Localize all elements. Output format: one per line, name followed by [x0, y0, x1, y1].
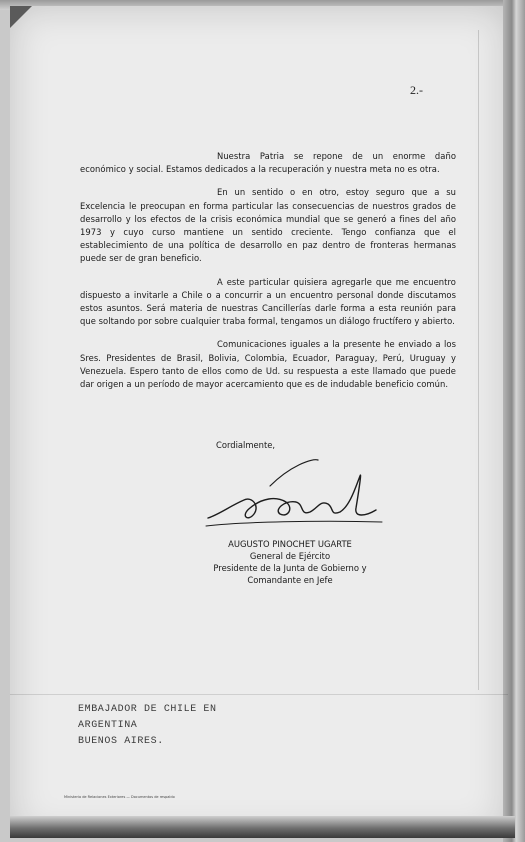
addressee-line-1: EMBAJADOR DE CHILE EN	[78, 704, 217, 715]
page-fold-line	[10, 694, 508, 695]
body-paragraph-1: Nuestra Patria se repone de un enorme daño económico y social. Estamos dedicados a la recuperación y nuestra meta no es otra.	[80, 151, 456, 175]
addressee-line-3: BUENOS AIRES.	[78, 736, 164, 747]
page-margin-line	[478, 30, 479, 690]
handwritten-signature	[200, 456, 390, 536]
page-number: 2.-	[410, 83, 423, 97]
letter-body	[80, 150, 456, 401]
signatory-rank: General de Ejército	[249, 551, 331, 561]
closing-salutation: Cordialmente,	[216, 440, 276, 450]
scan-bottom-edge	[10, 816, 515, 838]
archive-footer-note: Ministerio de Relaciones Exteriores — Documentos de respaldo	[64, 795, 175, 799]
body-paragraph-2: En un sentido o en otro, estoy seguro que a su Excelencia le preocupan en forma particular las consecuencias de nuestros grados de desarrollo y los efectos de la crisis económica mundial que se generó a fines del año 1973 y cuyo curso mantiene un sentido creciente. Tengo confianza que el establecimiento de una política de desarrollo en paz dentro de fronteras hermanas puede ser de gran beneficio.	[80, 187, 456, 264]
signatory-block	[180, 538, 400, 586]
signatory-name: AUGUSTO PINOCHET UGARTE	[228, 539, 352, 549]
body-paragraph-4: Comunicaciones iguales a la presente he enviado a los Sres. Presidentes de Brasil, Bolivia, Colombia, Ecuador, Paraguay, Perú, Uruguay y Venezuela. Espero tanto de ellos como de Ud. su respuesta a este llamado que puede dar origen a un período de mayor acercamiento que es de indudable beneficio común.	[80, 339, 456, 390]
signatory-command: Comandante en Jefe	[247, 575, 333, 585]
page-corner-fold	[10, 6, 32, 28]
scan-right-edge	[503, 0, 525, 842]
body-paragraph-3: A este particular quisiera agregarle que me encuentro dispuesto a invitarle a Chile o a concurrir a un encuentro personal donde discutamos estos asuntos. Será materia de nuestras Cancillerías darle forma a esta reunión para que soltando por sobre cualquier traba formal, tengamos un diálogo fructífero y abierto.	[80, 276, 456, 327]
addressee-block	[78, 702, 217, 750]
addressee-line-2: ARGENTINA	[78, 720, 138, 731]
signatory-position: Presidente de la Junta de Gobierno y	[213, 563, 367, 573]
